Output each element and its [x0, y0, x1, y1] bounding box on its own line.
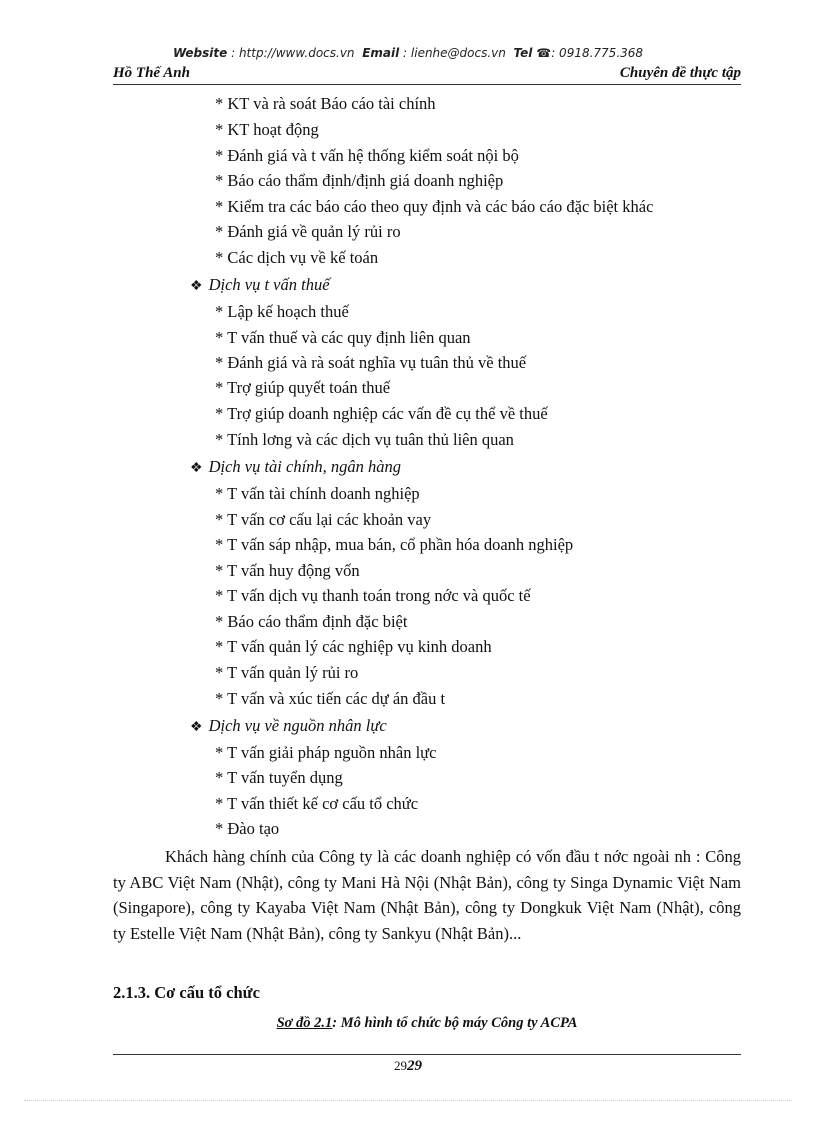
list-item: * Đánh giá và rà soát nghĩa vụ tuân thủ về thuế [215, 353, 527, 372]
list-item: * Đào tạo [215, 819, 280, 838]
list-item: * T vấn dịch vụ thanh toán trong nớc và quốc tế [215, 586, 531, 605]
diamond-bullet-icon: ❖ [190, 279, 203, 294]
list-item: * Trợ giúp quyết toán thuế [215, 378, 391, 397]
section-head-label: Dịch vụ tài chính, ngân hàng [208, 457, 402, 476]
email-value: : lienhe@docs.vn [403, 46, 506, 60]
diamond-bullet-icon: ❖ [190, 461, 203, 476]
website-label: Website [172, 46, 228, 60]
list-item: * T vấn cơ cấu lại các khoản vay [215, 510, 432, 529]
list-item: * T vấn tài chính doanh nghiệp [215, 484, 420, 503]
list-item: * T vấn quản lý rủi ro [215, 663, 359, 682]
section-head-finance [190, 457, 401, 477]
section-heading: 2.1.3. Cơ cấu tổ chức [113, 983, 260, 1002]
list-item: * T vấn quản lý các nghiệp vụ kinh doanh [215, 637, 492, 656]
page-number-small: 29 [394, 1058, 407, 1073]
list-item: * Kiểm tra các báo cáo theo quy định và các báo cáo đặc biệt khác [215, 197, 654, 216]
list-item: * T vấn và xúc tiến các dự án đầu t [215, 689, 446, 708]
page-edge-dotted-line [24, 1100, 792, 1101]
tel-label: Tel [513, 46, 533, 60]
list-item: * KT hoạt động [215, 120, 319, 139]
website-value: : http://www.docs.vn [231, 46, 355, 60]
list-item: * Trợ giúp doanh nghiệp các vấn đề cụ thể về thuế [215, 404, 548, 423]
topic-title: Chuyên đề thực tập [619, 65, 741, 81]
list-item: * T vấn giải pháp nguồn nhân lực [215, 743, 437, 762]
list-item: * T vấn sáp nhập, mua bán, cổ phần hóa doanh nghiệp [215, 535, 574, 554]
list-item: * T vấn thuế và các quy định liên quan [215, 328, 471, 347]
section-head-tax [190, 275, 330, 295]
clients-paragraph: Khách hàng chính của Công ty là các doanh nghiệp có vốn đầu t nớc ngoài nh : Công ty ABC Việt Nam (Nhật), công ty Mani Hà Nội (Nhật Bản), công ty Singa Dynamic Việt Nam (Singapore), công ty Kayaba Việt Nam (Nhật Bản), công ty Dongkuk Việt Nam (Nhật), công ty Estelle Việt Nam (Nhật Bản), công ty Sankyu (Nhật Bản)... [113, 847, 741, 943]
figure-title: : Mô hình tổ chức bộ máy Công ty ACPA [332, 1015, 578, 1031]
list-item: * KT và rà soát Báo cáo tài chính [215, 94, 436, 113]
figure-caption [113, 1015, 741, 1032]
section-head-hr [190, 716, 387, 736]
list-item: * Đánh giá về quản lý rủi ro [215, 222, 401, 241]
list-item: * Báo cáo thẩm định đặc biệt [215, 612, 408, 631]
running-header [113, 64, 741, 85]
section-head-label: Dịch vụ về nguồn nhân lực [208, 716, 387, 735]
section-head-label: Dịch vụ t vấn thuế [208, 275, 330, 294]
phone-icon: ☎ [536, 46, 552, 60]
list-item: * Báo cáo thẩm định/định giá doanh nghiệp [215, 171, 504, 190]
figure-label: Sơ đồ 2.1 [276, 1015, 333, 1031]
diamond-bullet-icon: ❖ [190, 720, 203, 735]
list-item: * Lập kế hoạch thuế [215, 302, 349, 321]
list-item: * Tính lơng và các dịch vụ tuân thủ liên quan [215, 430, 514, 449]
list-item: * Các dịch vụ về kế toán [215, 248, 379, 267]
list-item: * Đánh giá và t vấn hệ thống kiểm soát nội bộ [215, 146, 519, 165]
page-number [0, 1058, 816, 1075]
footer-rule [113, 1054, 741, 1055]
author-name: Hồ Thế Anh [113, 65, 190, 81]
tel-value: : 0918.775.368 [551, 46, 644, 60]
list-item: * T vấn thiết kế cơ cấu tổ chức [215, 794, 419, 813]
list-item: * T vấn huy động vốn [215, 561, 360, 580]
list-item: * T vấn tuyển dụng [215, 768, 343, 787]
page-number-big: 29 [407, 1058, 422, 1074]
website-header [0, 46, 816, 60]
email-label: Email [362, 46, 400, 60]
